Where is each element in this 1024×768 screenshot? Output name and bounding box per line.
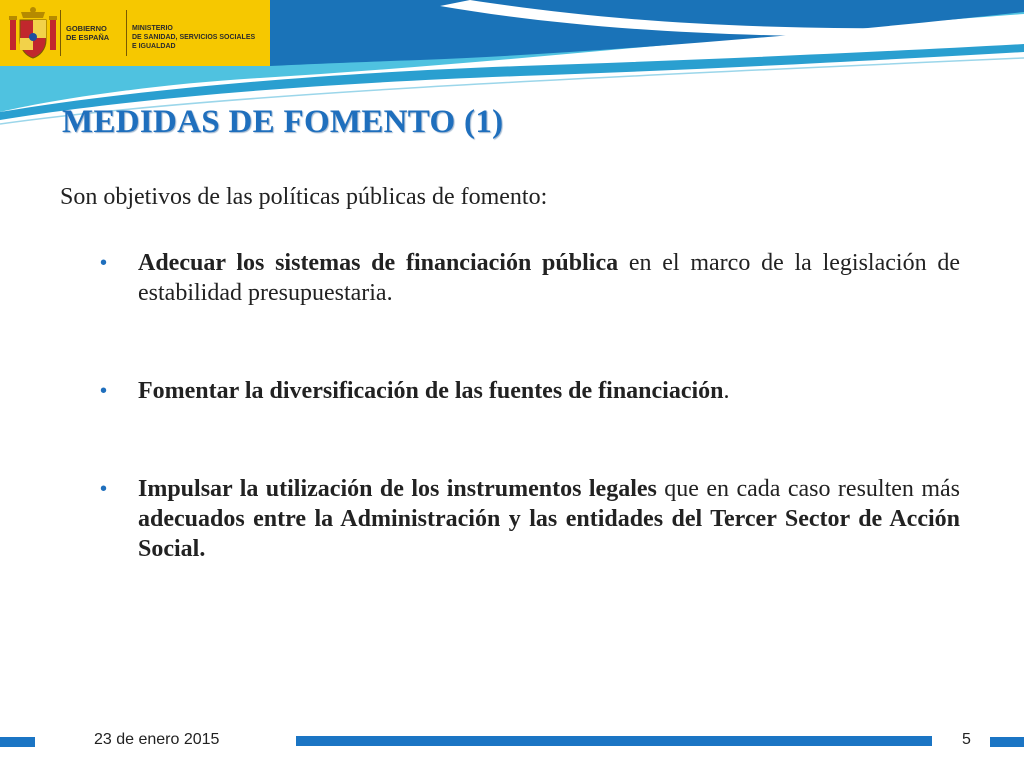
bullet-marker: • bbox=[100, 380, 108, 402]
bullet-1-text: en el marco de la legislación de estabilidad presupuestaria. bbox=[138, 250, 960, 306]
government-name: GOBIERNO DE ESPAÑA bbox=[66, 24, 110, 42]
page-number: 5 bbox=[962, 731, 971, 748]
logo-divider bbox=[126, 10, 127, 56]
bullet-3-bold-text: Impulsar la utilización de los instrumentos legales bbox=[138, 476, 657, 502]
list-item bbox=[100, 376, 960, 406]
government-logo bbox=[0, 0, 270, 66]
list-item bbox=[100, 248, 960, 308]
objectives-list bbox=[100, 248, 960, 564]
list-item bbox=[100, 474, 960, 564]
footer-right-bar bbox=[990, 737, 1024, 747]
footer-main-bar bbox=[296, 736, 932, 746]
footer-left-bar bbox=[0, 737, 35, 747]
slide-title: MEDIDAS DE FOMENTO (1) bbox=[62, 104, 504, 140]
bullet-marker: • bbox=[100, 478, 108, 500]
bullet-1-bold-text: Adecuar los sistemas de financiación pública bbox=[138, 250, 619, 276]
logo-divider bbox=[60, 10, 61, 56]
bullet-marker: • bbox=[100, 252, 108, 274]
bullet-3-bold-text-2: adecuados entre la Administración y las entidades del Tercer Sector de Acción Social. bbox=[138, 506, 960, 562]
ministry-name: MINISTERIO DE SANIDAD, SERVICIOS SOCIALES E IGUALDAD bbox=[132, 25, 256, 50]
bullet-2-text: . bbox=[723, 378, 730, 404]
bullet-3-text: que en cada caso resulten más bbox=[656, 476, 960, 502]
footer-date: 23 de enero 2015 bbox=[94, 731, 220, 748]
coat-of-arms-icon bbox=[8, 6, 58, 60]
bullet-2-bold-text: Fomentar la diversificación de las fuentes de financiación bbox=[138, 378, 724, 404]
intro-text: Son objetivos de las políticas públicas de fomento: bbox=[60, 184, 548, 210]
